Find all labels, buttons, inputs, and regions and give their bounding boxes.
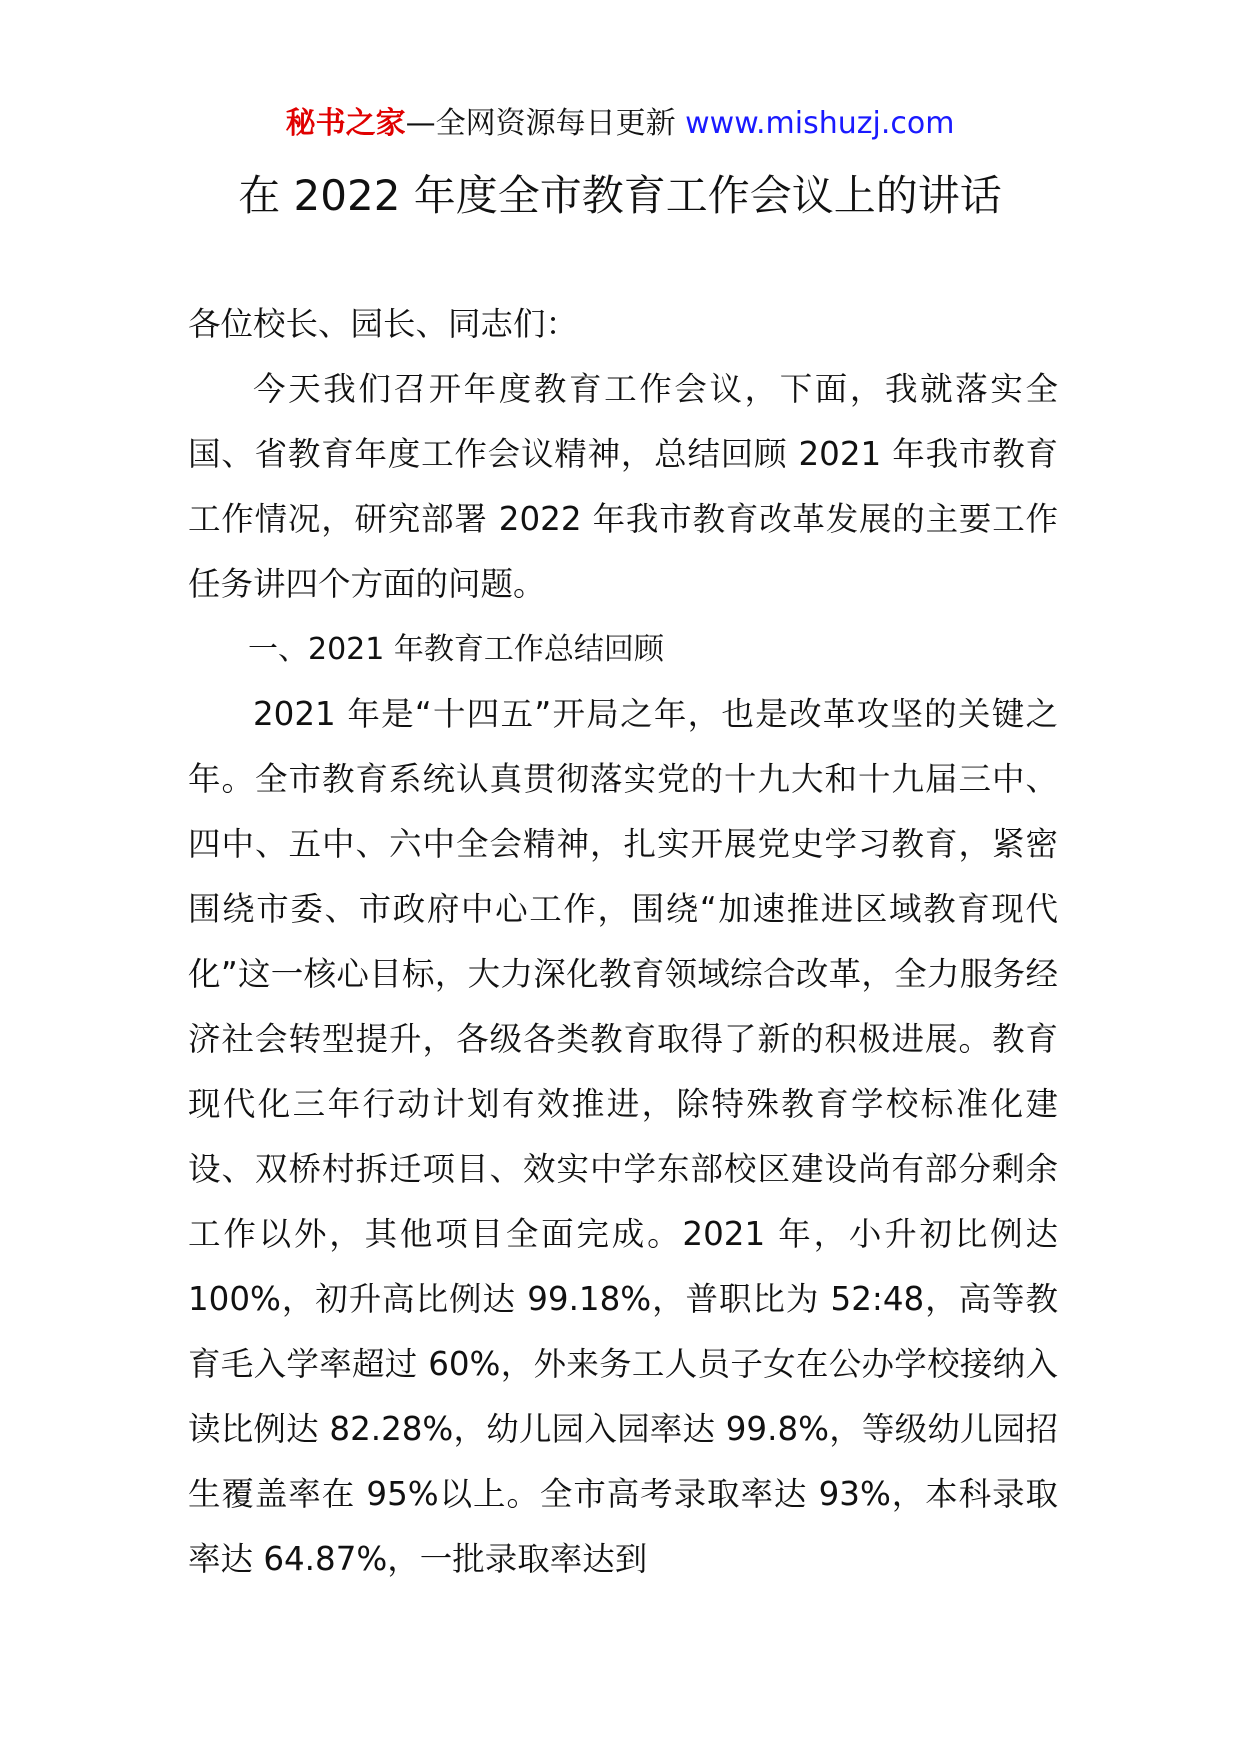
document-title: 在 2022 年度全市教育工作会议上的讲话 <box>238 171 1002 220</box>
intro-paragraph: 今天我们召开年度教育工作会议，下面，我就落实全国、省教育年度工作会议精神，总结回顾 2021 年我市教育工作情况，研究部署 2022 年我市教育改革发展的主要工作任务讲四个方面的问题。 <box>188 370 1058 603</box>
brand-name: 秘书之家 <box>285 106 406 141</box>
header-tagline: —全网资源每日更新 <box>405 106 686 141</box>
salutation: 各位校长、园长、同志们： <box>188 305 579 343</box>
site-header <box>0 100 1240 148</box>
section-heading: 一、2021 年教育工作总结回顾 <box>248 632 664 667</box>
document-body <box>188 292 1058 1592</box>
section-paragraph: 2021 年是“十四五”开局之年，也是改革攻坚的关键之年。全市教育系统认真贯彻落实党的十九大和十九届三中、四中、五中、六中全会精神，扎实开展党史学习教育，紧密围绕市委、市政府中心工作，围绕“加速推进区域教育现代化”这一核心目标，大力深化教育领域综合改革，全力服务经济社会转型提升，各级各类教育取得了新的积极进展。教育现代化三年行动计划有效推进，除特殊教育学校标准化建设、双桥村拆迁项目、效实中学东部校区建设尚有部分剩余工作以外，其他项目全面完成。2021 年，小升初比例达 100%，初升高比例达 99.18%，普职比为 52:48，高等教育毛入学率超过 60%，外来务工人员子女在公办学校接纳入读比例达 82.28%，幼儿园入园率达 99.8%，等级幼儿园招生覆盖率在 95%以上。全市高考录取率达 93%，本科录取率达 64.87%，一批录取率达到 <box>188 695 1058 1578</box>
website-link[interactable]: www.mishuzj.com <box>685 106 955 141</box>
